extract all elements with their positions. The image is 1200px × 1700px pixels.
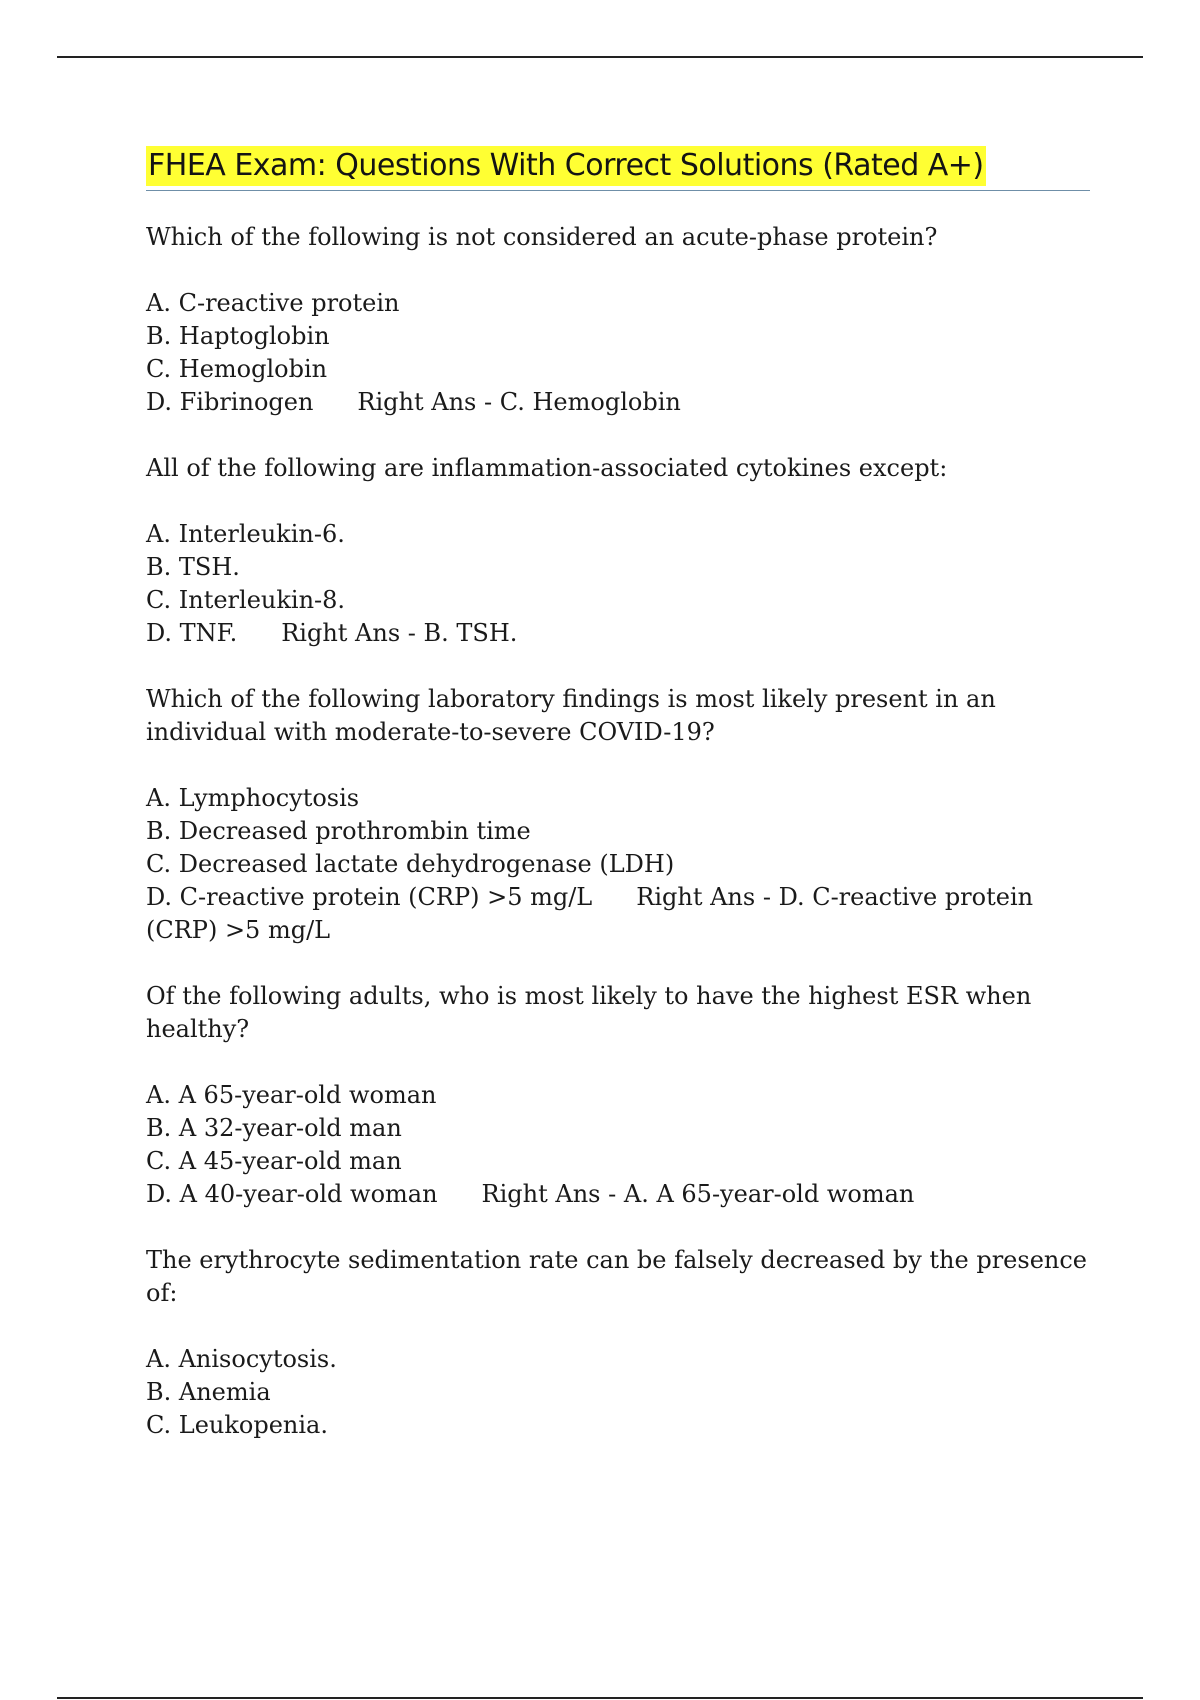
option-item: B. Decreased prothrombin time — [146, 817, 531, 845]
option-item — [146, 617, 1090, 650]
option-item: C. A 45-year-old man — [146, 1147, 402, 1175]
question-block — [146, 683, 1090, 947]
option-item: A. Lymphocytosis — [146, 784, 360, 812]
option-item — [146, 386, 1090, 419]
option-list — [146, 1079, 1090, 1211]
footer-rule — [57, 1697, 1143, 1699]
option-list — [146, 518, 1090, 650]
right-answer: Right Ans - D. C-reactive protein (CRP) >5 mg/L — [146, 883, 1034, 944]
option-text: D. Fibrinogen — [146, 388, 314, 416]
option-item: A. A 65-year-old woman — [146, 1081, 437, 1109]
option-list — [146, 287, 1090, 419]
option-item: B. A 32-year-old man — [146, 1114, 402, 1142]
question-text: Which of the following laboratory findings is most likely present in an individual with moderate-to-severe COVID-19? — [146, 685, 996, 746]
question-block — [146, 1244, 1090, 1442]
option-text: D. TNF. — [146, 619, 238, 647]
right-answer: Right Ans - B. TSH. — [281, 619, 518, 647]
option-text: D. A 40-year-old woman — [146, 1180, 438, 1208]
option-text: D. C-reactive protein (CRP) >5 mg/L — [146, 883, 593, 911]
document-body — [146, 146, 1090, 1475]
question-block — [146, 221, 1090, 419]
option-item: B. Haptoglobin — [146, 322, 330, 350]
option-item: B. Anemia — [146, 1378, 271, 1406]
question-text: Which of the following is not considered an acute-phase protein? — [146, 223, 938, 251]
question-block — [146, 980, 1090, 1211]
title-underline — [146, 146, 1090, 191]
question-text: All of the following are inflammation-associated cytokines except: — [146, 454, 948, 482]
header-rule — [57, 56, 1143, 58]
question-block — [146, 452, 1090, 650]
option-list — [146, 782, 1090, 947]
option-item: C. Decreased lactate dehydrogenase (LDH) — [146, 850, 675, 878]
option-item: B. TSH. — [146, 553, 240, 581]
option-list — [146, 1343, 1090, 1442]
question-text: The erythrocyte sedimentation rate can be falsely decreased by the presence of: — [146, 1246, 1088, 1307]
option-item: C. Hemoglobin — [146, 355, 328, 383]
option-item: C. Leukopenia. — [146, 1411, 328, 1439]
question-text: Of the following adults, who is most likely to have the highest ESR when healthy? — [146, 982, 1032, 1043]
option-item: A. Anisocytosis. — [146, 1345, 337, 1373]
right-answer: Right Ans - C. Hemoglobin — [357, 388, 681, 416]
document-title: FHEA Exam: Questions With Correct Solutions (Rated A+) — [146, 146, 986, 186]
option-item: A. Interleukin-6. — [146, 520, 345, 548]
option-item — [146, 881, 1090, 947]
option-item — [146, 1178, 1090, 1211]
option-item: C. Interleukin-8. — [146, 586, 346, 614]
right-answer: Right Ans - A. A 65-year-old woman — [481, 1180, 915, 1208]
option-item: A. C-reactive protein — [146, 289, 400, 317]
